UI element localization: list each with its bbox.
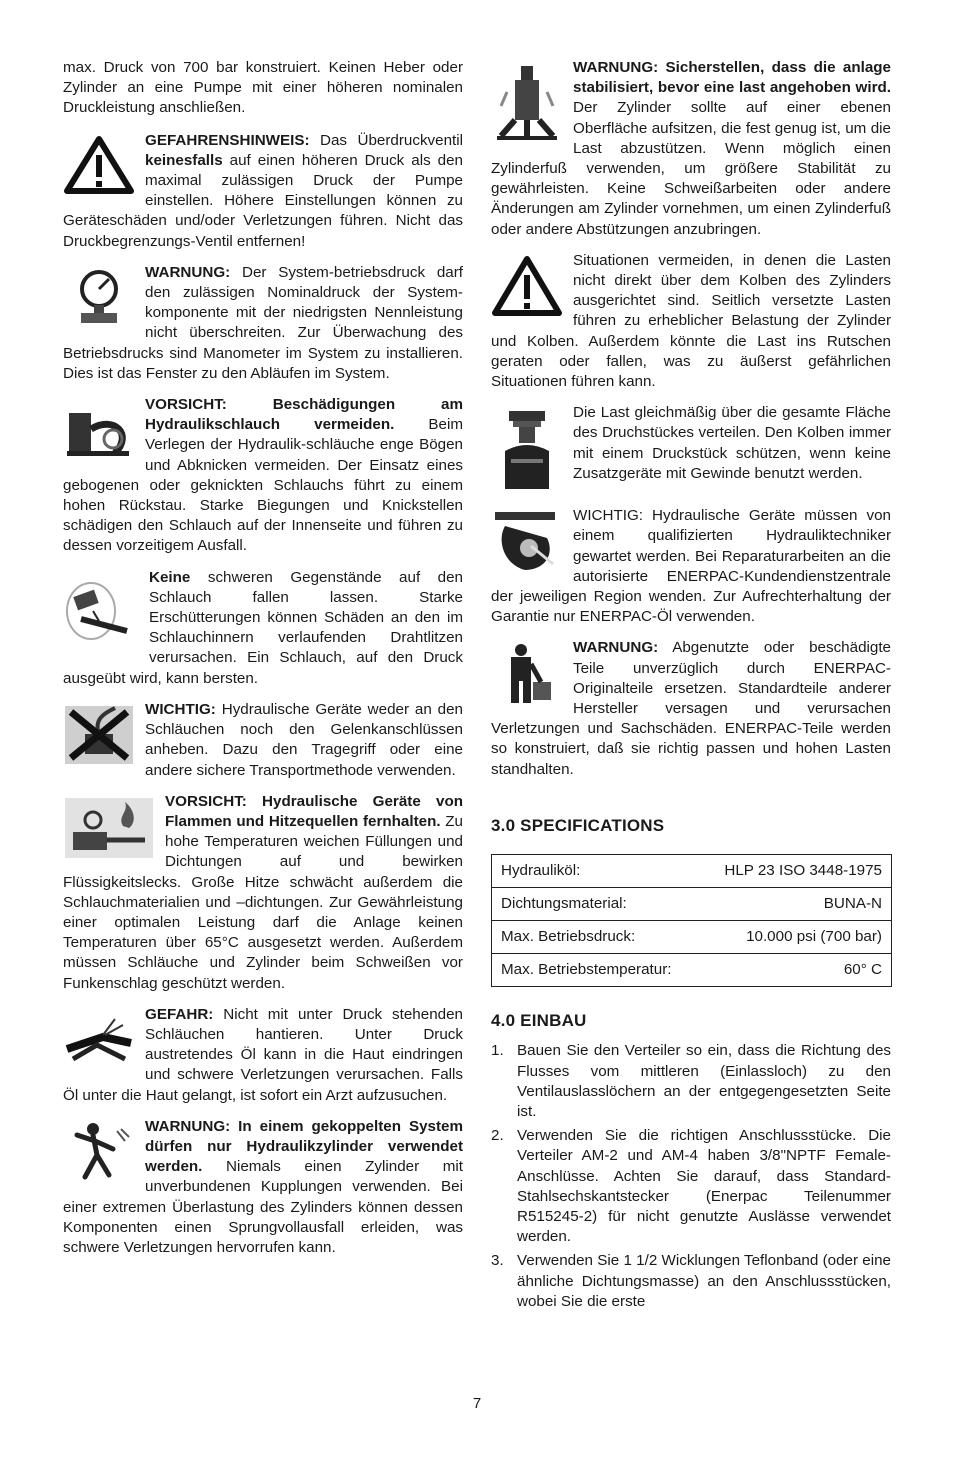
- cylinder-saddle-icon: [491, 407, 563, 493]
- spec-label: Max. Betriebsdruck:: [492, 921, 699, 954]
- notice-text: schweren Gegenstände auf den Schlauch fallen lassen. Starke Erschütterungen können Schäden an den im Schlauchinnern verlaufenden Drahtlitzen verursachen. Ein Schlauch, auf den Druck ausgeübt wird, kann bersten.: [63, 568, 463, 687]
- important-qualified-service: [491, 506, 891, 627]
- installation-step: [491, 1126, 891, 1247]
- warning-falling-objects: [63, 568, 463, 689]
- right-column: [491, 58, 891, 1316]
- notice-lead: GEFAHR:: [145, 1005, 214, 1023]
- spec-value: BUNA-N: [699, 888, 892, 921]
- intro-paragraph: max. Druck von 700 bar konstruiert. Keinen Heber oder Zylinder an eine Pumpe mit einer höheren nominalen Druckleistung anschließen.: [63, 59, 463, 117]
- notice-lead: WICHTIG:: [145, 700, 216, 718]
- spec-label: Hydrauliköl:: [492, 855, 699, 888]
- spec-value: 10.000 psi (700 bar): [699, 921, 892, 954]
- warning-system-pressure: [63, 263, 463, 384]
- spec-label: Dichtungsmaterial:: [492, 888, 699, 921]
- notice-lead: WARNUNG: In einem gekoppelten System dürfen nur Hydraulikzylinder verwendet werden.: [145, 1117, 463, 1176]
- spec-row: [492, 855, 892, 888]
- hose-bend-icon: [63, 399, 135, 459]
- caution-flames-heat: [63, 792, 463, 994]
- installation-step: [491, 1041, 891, 1122]
- notice-lead: VORSICHT: Beschädigungen am Hydraulikschlauch vermeiden.: [145, 396, 463, 434]
- notice-text: auf einen höheren Druck als den maximal zulässigen Druck der Pumpe einstellen. Höhere Einstellungen können zu Geräteschäden und/oder Verletzungen führen. Nicht das Druckbegrenzungs-Ventil entfernen!: [63, 151, 463, 250]
- caution-hose-damage: [63, 395, 463, 557]
- notice-lead: WARNUNG:: [145, 263, 231, 281]
- no-lift-by-hose-icon: [63, 704, 135, 764]
- notice-text: Hydraulische Geräte weder an den Schläuchen noch den Gelenkanschlüssen anheben. Dazu den Tragegriff oder eine andere sichere Transportmethode verwenden.: [145, 700, 463, 779]
- notice-emphasis: keinesfalls: [145, 151, 223, 169]
- notice-lead: WARNUNG:: [573, 639, 659, 657]
- warning-triangle-icon: [63, 135, 135, 195]
- spec-value: HLP 23 ISO 3448-1975: [699, 855, 892, 888]
- notice-text: Niemals einen Zylinder mit unverbundenen Kupplungen verwenden. Bei einer extremen Überlastung des Zylinders können dessen Komponenten einen Sprungvollausfall erleiden, was schwere Verletzungen hervorrufen kann.: [63, 1158, 463, 1256]
- installation-heading: 4.0 EINBAU: [491, 1011, 587, 1031]
- step-text: Verwenden Sie 1 1/2 Wicklungen Teflonband (oder eine ähnliche Dichtungsmasse) an den Anschlussstücken, wobei Sie die erste: [517, 1252, 891, 1310]
- notice-text: Situationen vermeiden, in denen die Lasten nicht direkt über dem Kolben des Zylinders ausgerichtet sind. Seitlich versetzte Lasten führen zu erheblicher Belastung der Zylinder und Kolben. Außerdem könnte die Last ins Rutschen geraten oder fallen, was zu äußerst gefährlichen Situationen führen kann.: [491, 251, 891, 391]
- notice-text: Die Last gleichmäßig über die gesamte Fläche des Druchstückes verteilen. Den Kolben immer mit einem Druckstück schützen, wenn keine Zusatzgeräte mit Gewinde benutzt werden.: [573, 404, 891, 482]
- spec-row: [492, 888, 892, 921]
- installation-step: [491, 1251, 891, 1312]
- note-distribute-load: [491, 403, 891, 495]
- page-number: 7: [472, 1395, 482, 1412]
- injured-person-icon: [63, 1121, 135, 1181]
- notice-lead: Keine: [149, 568, 191, 586]
- enerpac-service-icon: [491, 510, 563, 574]
- step-number: 2.: [491, 1127, 504, 1145]
- danger-pressurized-hoses: [63, 1005, 463, 1106]
- notice-text: Das Überdruckventil: [309, 131, 463, 149]
- important-do-not-lift-by-hose: [63, 700, 463, 781]
- step-text: Bauen Sie den Verteiler so ein, dass die Richtung des Flusses vom mittleren (Einlassloch) zu den Ventilauslasslöchern an der entgegengesetzten Seite ist.: [517, 1042, 891, 1120]
- warning-stabilize-load: [491, 58, 891, 240]
- notice-text: Abgenutzte oder beschädigte Teile unverzüglich durch ENERPAC-Originalteile ersetzen. Standardteile anderer Hersteller versagen und verursachen Verletzungen und Sachschäden. ENERPAC-Teile werden so konstruiert, daß sie richtig passen und hohen Lasten standhalten.: [491, 639, 891, 778]
- flame-heat-icon: [63, 796, 155, 860]
- notice-lead: GEFAHRENSHINWEIS:: [145, 131, 310, 149]
- notice-text: Zu hohe Temperaturen weichen Füllungen und Dichtungen auf und bewirken Flüssigkeitslecks. Große Hitze schwächt außerdem die Schlauchmaterialien und –dichtungen. Zur Gewährleistung einer optimalen Leistung darf die Anlage keinen Temperaturen über 65°C ausgesetzt werden. Außerdem müssen Schläuche und Zylinder beim Schweißen vor Funkenschlag geschützt werden.: [63, 812, 463, 992]
- pressure-gauge-icon: [63, 267, 135, 327]
- spec-label: Max. Betriebstemperatur:: [492, 954, 699, 987]
- spec-value: 60° C: [699, 954, 892, 987]
- notice-lead: WARNUNG: Sicherstellen, dass die anlage stabilisiert, bevor eine last angehoben wird.: [573, 59, 891, 97]
- cylinder-stability-icon: [491, 62, 563, 142]
- specifications-heading: 3.0 SPECIFICATIONS: [491, 815, 665, 835]
- warning-off-center-loads: [491, 251, 891, 392]
- technician-parts-icon: [491, 642, 563, 704]
- warning-worn-parts: [491, 638, 891, 779]
- notice-text: Der Zylinder sollte auf einer ebenen Oberfläche aufsitzen, die fest genug ist, um die Last abzustützen. Wenn möglich einen Zylinderfuß verwenden, um größere Stabilität zu gewährleisten. Keine Schweißarbeiten oder andere Änderungen am Zylinder vornehmen, um einen Zylinderfuß oder andere Abstützungen anzubringen.: [491, 99, 891, 238]
- notice-text: Der System-betriebsdruck darf den zulässigen Nominaldruck der System-komponente mit der niedrigsten Nennleistung nicht überschreiten. Zur Überwachung des Betriebsdrucks sind Manometer im System zu installieren. Dies ist das Fenster zu den Abläufen im System.: [63, 263, 463, 382]
- step-number: 3.: [491, 1252, 504, 1270]
- notice-lead: VORSICHT: Hydraulische Geräte von Flammen und Hitzequellen fernhalten.: [165, 792, 463, 830]
- installation-steps: [491, 1041, 891, 1312]
- step-number: 1.: [491, 1042, 504, 1060]
- specifications-table: [491, 854, 892, 987]
- spec-row: [492, 954, 892, 987]
- falling-object-icon: [63, 572, 139, 648]
- step-text: Verwenden Sie die richtigen Anschlussstücke. Die Verteiler AM-2 und AM-4 haben 3/8"NPTF Female-Anschlüsse. Achten Sie darauf, dass Standard-Stahlsechskantstecker (Enerpac Teilenummer R515245-2) für nicht genutzte Auslässe verwendet werden.: [517, 1127, 891, 1246]
- notice-text: WICHTIG: Hydraulische Geräte müssen von einem qualifizierten Hydrauliktechniker gewartet werden. Bei Reparaturarbeiten an die autorisierte ENERPAC-Kundendienstzentrale der jeweiligen Region wenden. Zur Aufrechterhaltung der Garantie nur ENERPAC-Öl verwenden.: [491, 507, 891, 626]
- notice-text: Nicht mit unter Druck stehenden Schläuchen hantieren. Unter Druck austretendes Öl kann in die Haut eindringen und schwere Verletzungen verursachen. Falls Öl unter die Haut gelangt, ist sofort ein Arzt aufzusuchen.: [63, 1005, 463, 1104]
- pressurized-hose-hand-icon: [63, 1009, 135, 1069]
- danger-relief-valve-notice: [63, 131, 463, 252]
- spec-row: [492, 921, 892, 954]
- off-center-load-warning-icon: [491, 255, 563, 319]
- warning-coupled-system: [63, 1117, 463, 1258]
- notice-text: Beim Verlegen der Hydraulik-schläuche enge Bögen und Abknicken vermeiden. Der Einsatz eines gebogenen oder geknickten Schlauchs führt zu einem hohen Rückstau. Starke Biegungen und Knickstellen schädigen den Schlauch auf der Innenseite und führen zu dessen vorzeitigem Ausfall.: [63, 416, 463, 555]
- left-column: [63, 58, 463, 1269]
